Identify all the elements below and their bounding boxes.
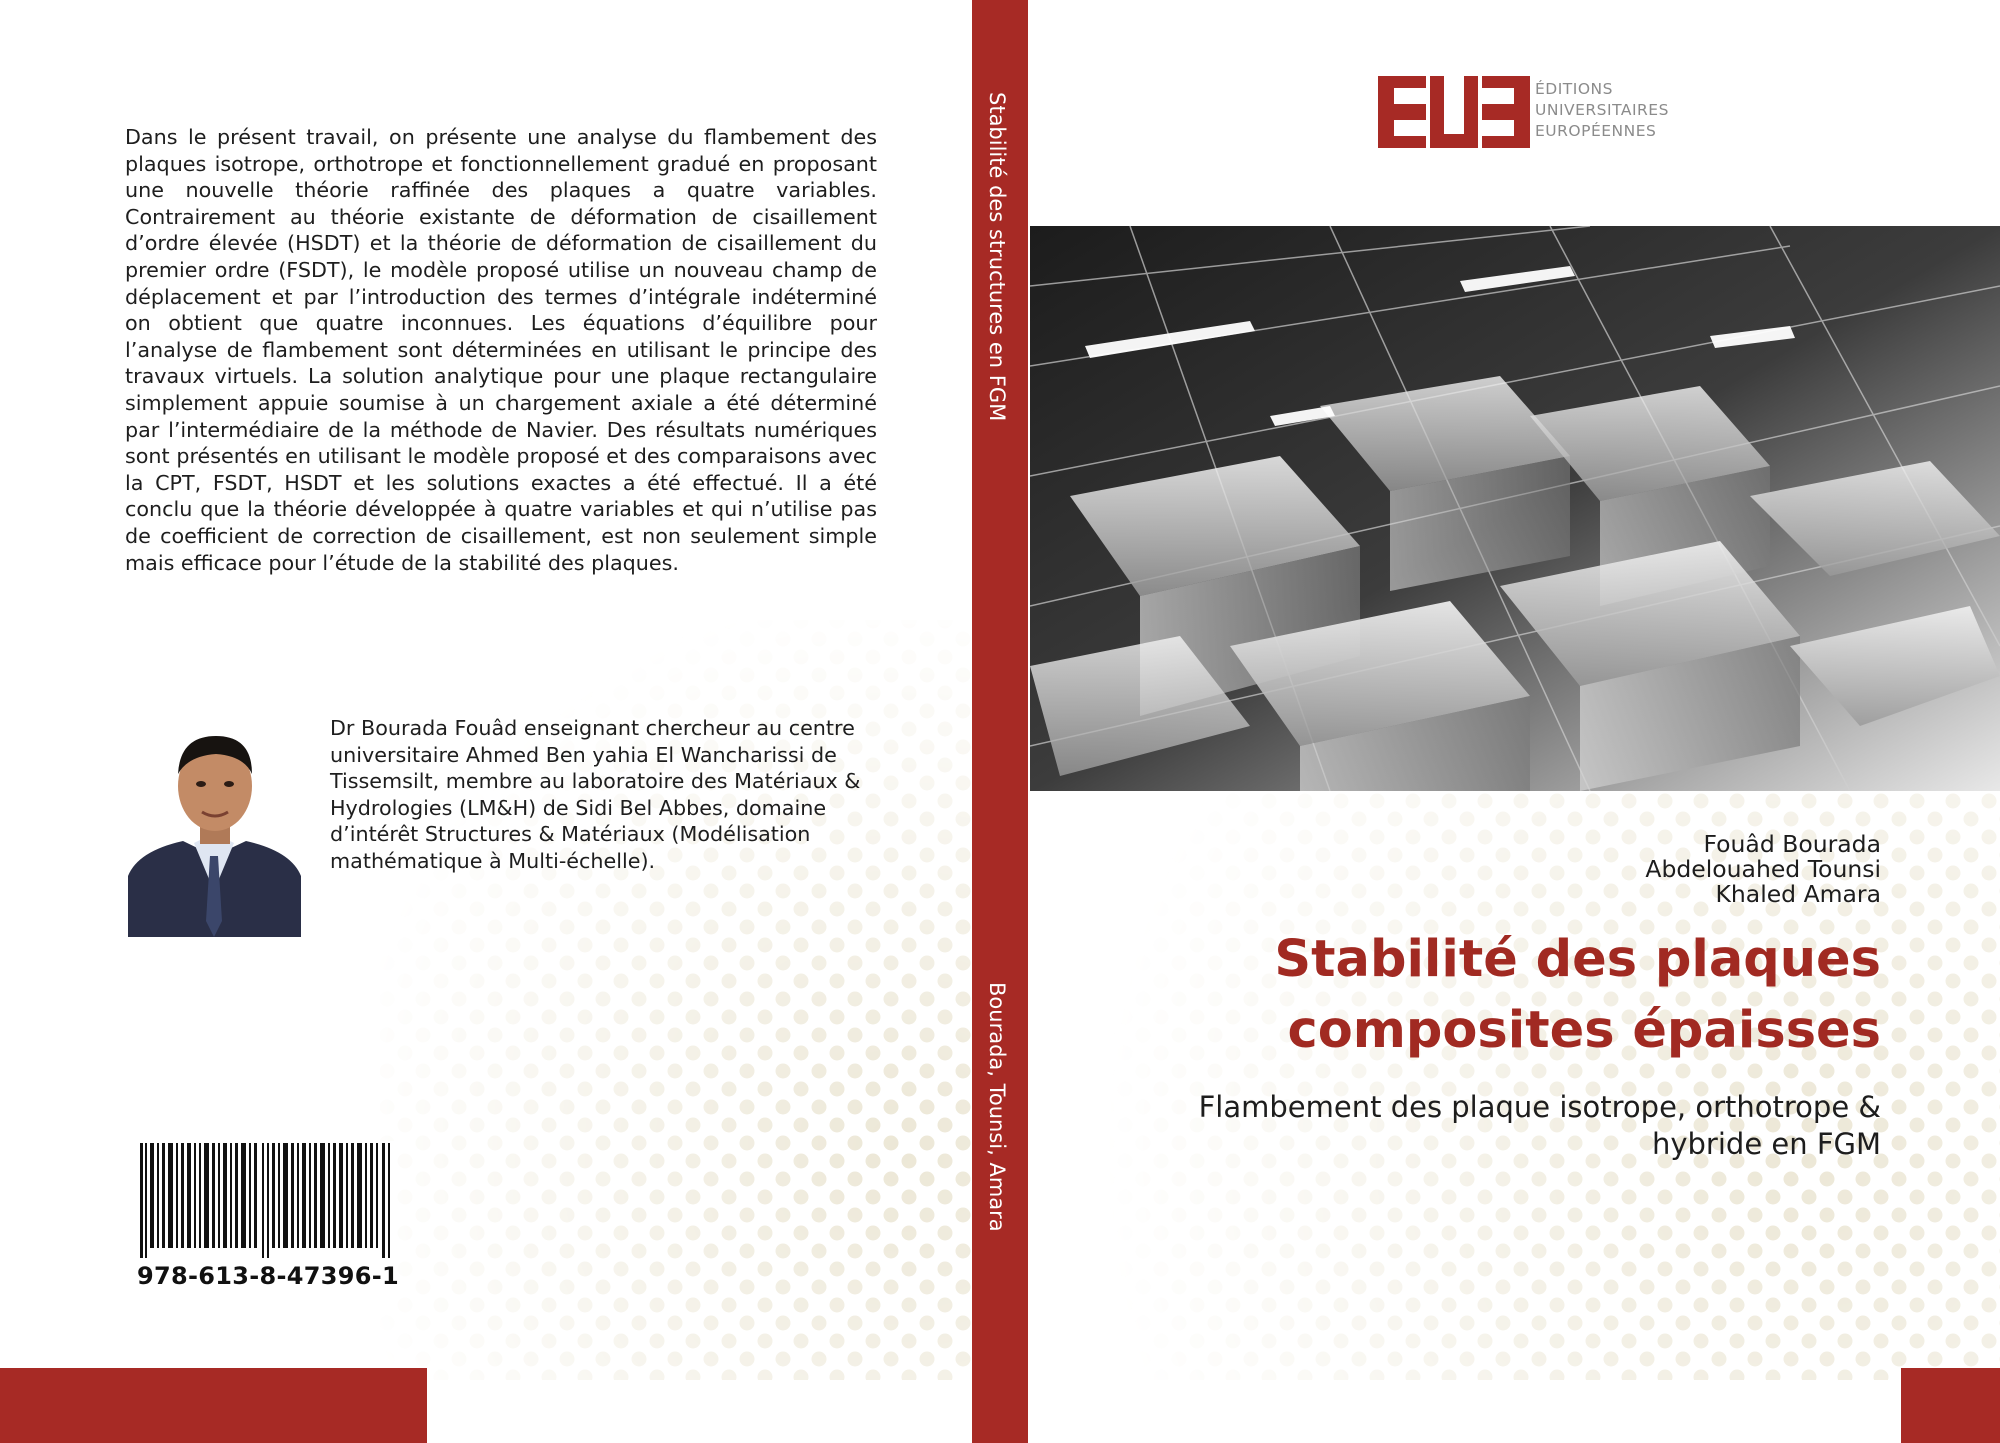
- front-author-3: Khaled Amara: [1715, 880, 1881, 908]
- isbn-number: 978-613-8-47396-1: [136, 1262, 400, 1290]
- author-bio: Dr Bourada Fouâd enseignant chercheur au centre universitaire Ahmed Ben yahia El Wancharissi de Tissemsilt, membre au laboratoire des Matériaux & Hydrologies (LM&H) de Sidi Bel Abbes, domaine d’intérêt Structures & Matériaux (Modélisation mathématique à Multi-échelle).: [330, 716, 861, 873]
- front-bottom-red-bar: [1901, 1368, 2000, 1443]
- publisher-name-line-3: EUROPÉENNES: [1535, 122, 1657, 140]
- barcode-icon: [136, 1143, 396, 1258]
- book-title-line-2: composites épaisses: [1287, 1001, 1881, 1060]
- back-bottom-red-bar: [0, 1368, 427, 1443]
- author-portrait-icon: [128, 716, 301, 937]
- cover-image: [1030, 226, 2000, 791]
- back-cover-summary: Dans le présent travail, on présente une analyse du flambement des plaques isotrope, orthotrope et fonctionnellement gradué en proposant une nouvelle théorie raffinée des plaques a quatre variables. Contrairement au théorie existante de déformation de cisaillement d’ordre élevée (HSDT) et la théorie de déformation de cisaillement du premier ordre (FSDT), le modèle proposé utilise un nouveau champ de déplacement et par l’introduction des termes d’intégrale indéterminé on obtient que quatre inconnues. Les équations d’équilibre pour l’analyse de flambement sont déterminées en utilisant le principe des travaux virtuels. La solution analytique pour une plaque rectangulaire simplement appuie soumise à un chargement axiale a été déterminé par l’intermédiaire de la méthode de Navier. Des résultats numériques sont présentés en utilisant le modèle proposé et des comparaisons avec la CPT, FSDT, HSDT et les solutions exactes a été effectué. Il a été conclu que la théorie développée à quatre variables et qui n’utilise pas de coefficient de correction de cisaillement, est non seulement simple mais efficace pour l’étude de la stabilité des plaques.: [125, 125, 877, 575]
- publisher-name-line-1: ÉDITIONS: [1535, 80, 1613, 98]
- author-photo: [128, 716, 301, 937]
- front-author-2: Abdelouahed Tounsi: [1645, 855, 1881, 883]
- spine-title: Stabilité des structures en FGM: [985, 92, 1009, 422]
- publisher-name-line-2: UNIVERSITAIRES: [1535, 101, 1669, 119]
- spine-authors: Bourada, Tounsi, Amara: [985, 982, 1009, 1232]
- glass-cubes-illustration: [1030, 226, 2000, 791]
- front-author-1: Fouâd Bourada: [1703, 830, 1881, 858]
- book-title-line-1: Stabilité des plaques: [1274, 930, 1881, 989]
- publisher-logo-icon: [1378, 76, 1530, 148]
- book-subtitle-line-2: hybride en FGM: [1651, 1127, 1881, 1161]
- book-subtitle-line-1: Flambement des plaque isotrope, orthotrope &: [1198, 1090, 1881, 1124]
